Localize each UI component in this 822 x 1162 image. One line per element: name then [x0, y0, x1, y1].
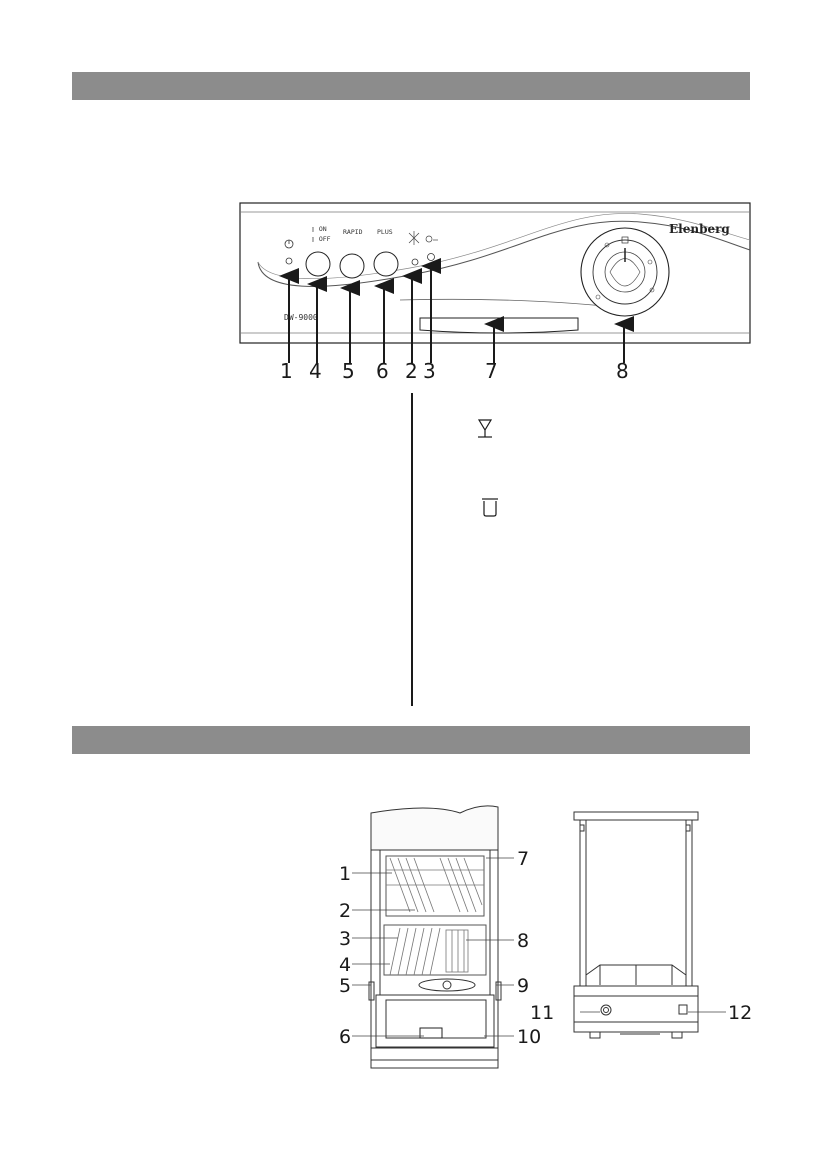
- wine-glass-icon: [478, 420, 492, 437]
- pot-icon: [482, 499, 498, 516]
- door-handle[interactable]: [420, 318, 578, 333]
- front-callout-5: 5: [339, 975, 352, 997]
- salt-indicator: [428, 254, 435, 261]
- model-number: DW-9000: [284, 313, 318, 322]
- front-callout-3: 3: [339, 928, 352, 950]
- dishwasher-front-view: [369, 806, 501, 1068]
- rear-callout-12: 12: [728, 1002, 753, 1024]
- rinse-aid-indicator: [412, 259, 418, 265]
- on-off-button[interactable]: [306, 252, 330, 276]
- on-label: ▯ ON: [311, 225, 327, 233]
- callout-8: 8: [616, 359, 629, 383]
- callout-2: 2: [405, 359, 418, 383]
- front-callout-1: 1: [339, 863, 352, 885]
- rapid-label: RAPID: [343, 228, 363, 236]
- front-callout-7: 7: [517, 848, 530, 870]
- front-callout-6: 6: [339, 1026, 352, 1048]
- power-icon: [285, 240, 293, 248]
- callout-5: 5: [342, 359, 355, 383]
- rapid-button[interactable]: [340, 254, 364, 278]
- dishwasher-rear-view: [574, 812, 698, 1038]
- salt-icon: [426, 236, 438, 242]
- callout-1: 1: [280, 359, 293, 383]
- front-callout-10: 10: [517, 1026, 542, 1048]
- power-indicator-light: [286, 258, 292, 264]
- program-dial[interactable]: [581, 228, 669, 316]
- panel-callout-arrows: [289, 266, 624, 363]
- front-callout-4: 4: [339, 954, 352, 976]
- callout-4: 4: [309, 359, 322, 383]
- plus-label: PLUS: [377, 228, 393, 236]
- rinse-aid-icon: [409, 231, 419, 245]
- callout-3: 3: [423, 359, 436, 383]
- plus-button[interactable]: [374, 252, 398, 276]
- rear-callout-11: 11: [530, 1002, 555, 1024]
- front-callout-2: 2: [339, 900, 352, 922]
- callout-6: 6: [376, 359, 389, 383]
- off-label: ▯ OFF: [311, 235, 331, 243]
- front-callout-8: 8: [517, 930, 530, 952]
- front-callout-9: 9: [517, 975, 530, 997]
- brand-logo: Elenberg: [669, 222, 730, 236]
- callout-7: 7: [485, 359, 498, 383]
